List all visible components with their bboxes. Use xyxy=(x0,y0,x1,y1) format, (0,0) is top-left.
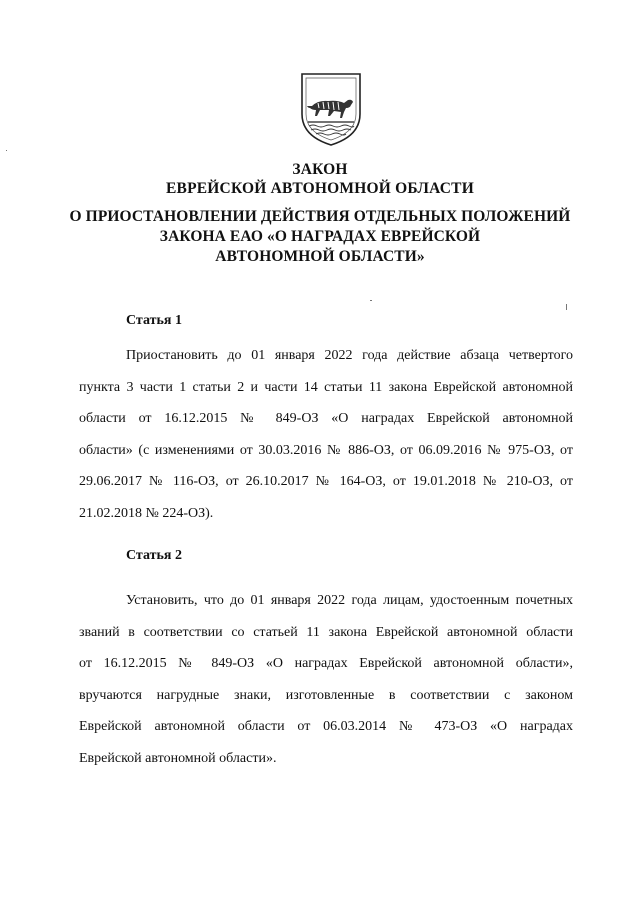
text-line: пункта 3 части 1 статьи 2 и части 14 статьи 11 закона Еврейской автономной xyxy=(79,379,573,395)
article-1-text xyxy=(79,340,573,529)
text-line: вручаются нагрудные знаки, изготовленные в соответствии с законом xyxy=(79,687,573,703)
subtitle-line: АВТОНОМНОЙ ОБЛАСТИ» xyxy=(215,248,425,265)
text-line: Установить, что до 01 января 2022 года лицам, удостоенным почетных xyxy=(126,593,573,608)
text-line: Приостановить до 01 января 2022 года действие абзаца четвертого xyxy=(126,348,573,363)
text-line: от 16.12.2015 № 849-ОЗ «О наградах Еврейской автономной области», xyxy=(79,656,573,671)
text-line: званий в соответствии со статьей 11 закона Еврейской автономной области xyxy=(79,624,573,640)
scan-speck xyxy=(566,304,567,310)
scan-speck xyxy=(370,300,372,301)
coat-of-arms-emblem xyxy=(296,70,366,148)
law-subtitle xyxy=(0,207,640,267)
region-title: ЕВРЕЙСКОЙ АВТОНОМНОЙ ОБЛАСТИ xyxy=(166,180,474,197)
article-1-heading: Статья 1 xyxy=(126,313,182,328)
article-2-text xyxy=(79,585,573,774)
text-line: Еврейской автономной области». xyxy=(79,750,277,766)
text-line: области от 16.12.2015 № 849-ОЗ «О наградах Еврейской автономной xyxy=(79,411,573,426)
article-2-heading: Статья 2 xyxy=(126,548,182,563)
subtitle-line: ЗАКОНА ЕАО «О НАГРАДАХ ЕВРЕЙСКОЙ xyxy=(159,228,481,245)
text-line: Еврейской автономной области от 06.03.2014 № 473-ОЗ «О наградах xyxy=(79,719,573,734)
scan-speck xyxy=(6,150,7,151)
text-line: области» (с изменениями от 30.03.2016 № 886-ОЗ, от 06.09.2016 № 975-ОЗ, от xyxy=(79,442,573,458)
text-line: 29.06.2017 № 116-ОЗ, от 26.10.2017 № 164-ОЗ, от 19.01.2018 № 210-ОЗ, от xyxy=(79,474,573,489)
document-type-title: ЗАКОН xyxy=(292,161,348,178)
subtitle-line: О ПРИОСТАНОВЛЕНИИ ДЕЙСТВИЯ ОТДЕЛЬНЫХ ПОЛОЖЕНИЙ xyxy=(69,208,571,225)
text-line: 21.02.2018 № 224-ОЗ). xyxy=(79,505,214,521)
